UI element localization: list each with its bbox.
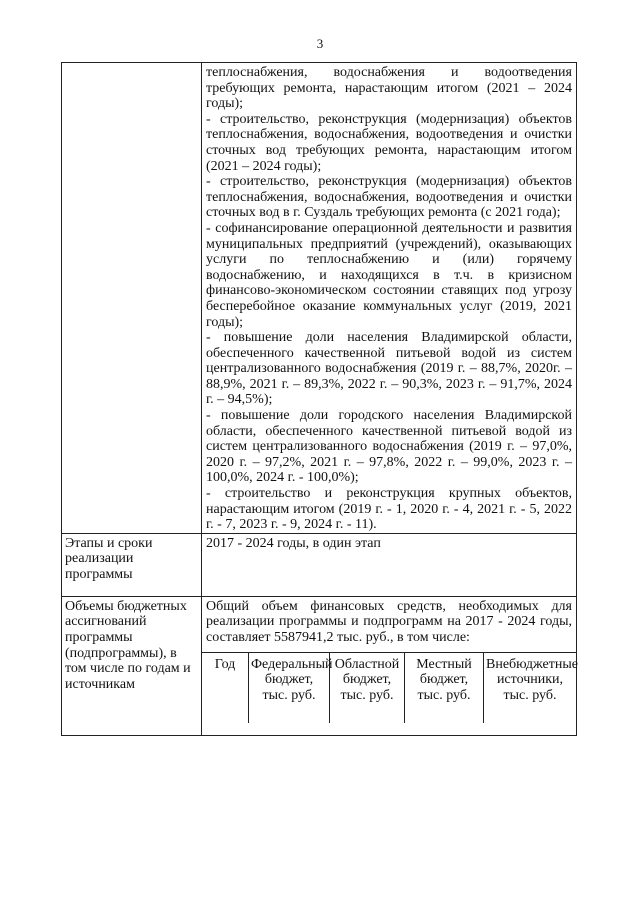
indicator-item: - строительство и реконструкция крупных объектов, нарастающим итогом (2019 г. - 1, 2020 г. - 4, 2021 г. - 5, 2022 г. - 7, 2023 г. - 9, 2024 г. - 11). <box>206 486 572 533</box>
funding-intro: Общий объем финансовых средств, необходимых для реализации программы и подпрограмм на 2017 - 2024 годы, составляет 5587941,2 тыс. руб., в том числе: <box>206 598 572 645</box>
indicator-item: - строительство, реконструкция (модернизация) объектов теплоснабжения, водоснабжения, водоотведения и очистки сточных вод в г. Суздаль требующих ремонта (с 2021 года); <box>206 174 572 221</box>
funding-value-cell <box>202 596 577 735</box>
indicator-item: теплоснабжения, водоснабжения и водоотведения требующих ремонта, нарастающим итогом (2021 – 2024 годы); <box>206 65 572 112</box>
page-number: 3 <box>316 36 324 51</box>
stages-label: Этапы и сроки реализации программы <box>65 535 153 582</box>
funding-table <box>202 652 576 723</box>
stages-row <box>62 533 577 596</box>
indicators-value-cell <box>202 63 577 534</box>
passport-table <box>61 62 577 736</box>
column-header-regional: Областной бюджет, тыс. руб. <box>330 652 405 723</box>
stages-label-cell <box>62 533 202 596</box>
column-header-year: Год <box>202 652 249 723</box>
stages-value-cell <box>202 533 577 596</box>
indicator-item: - повышение доли населения Владимирской области, обеспеченного качественной питьевой водой из систем централизованного водоснабжения (2019 г. – 88,7%, 2020г. – 88,9%, 2021 г. – 89,3%, 2022 г. – 90,3%, 2023 г. – 91,7%, 2024 г. – 94,5%); <box>206 330 572 408</box>
indicator-item: - строительство, реконструкция (модернизация) объектов теплоснабжения, водоснабжения, водоотведения и очистки сточных вод требующих ремонта, нарастающим итогом (2021 – 2024 годы); <box>206 111 572 174</box>
indicators-row <box>62 63 577 534</box>
indicator-item: - софинансирование операционной деятельности и развития муниципальных предприятий (учреждений), оказывающих услуги по теплоснабжению и (или) горячему водоснабжению, и находящихся в т.ч. в кризисном финансово-экономическом состоянии ставящих под угрозу бесперебойное оказание коммунальных услуг (2019, 2021 годы); <box>206 220 572 330</box>
indicator-item: - повышение доли городского населения Владимирской области, обеспеченного качественной питьевой водой из систем централизованного водоснабжения (2019 г. – 97,0%, 2020 г. – 97,2%, 2021 г. – 97,8%, 2022 г. – 99,0%, 2023 г. – 100,0%, 2024 г. - 100,0%); <box>206 408 572 486</box>
funding-label: Объемы бюджетных ассигнований программы (подпрограммы), в том числе по годам и источникам <box>65 598 191 692</box>
funding-label-cell <box>62 596 202 735</box>
indicators-list <box>206 65 572 533</box>
column-header-federal: Федеральный бюджет, тыс. руб. <box>249 652 330 723</box>
stages-value: 2017 - 2024 годы, в один этап <box>206 535 381 551</box>
indicators-label-cell <box>62 63 202 534</box>
funding-row <box>62 596 577 735</box>
funding-header-row <box>202 652 576 723</box>
column-header-local: Местный бюджет, тыс. руб. <box>405 652 484 723</box>
column-header-extrabudgetary: Внебюджетные источники, тыс. руб. <box>484 652 577 723</box>
